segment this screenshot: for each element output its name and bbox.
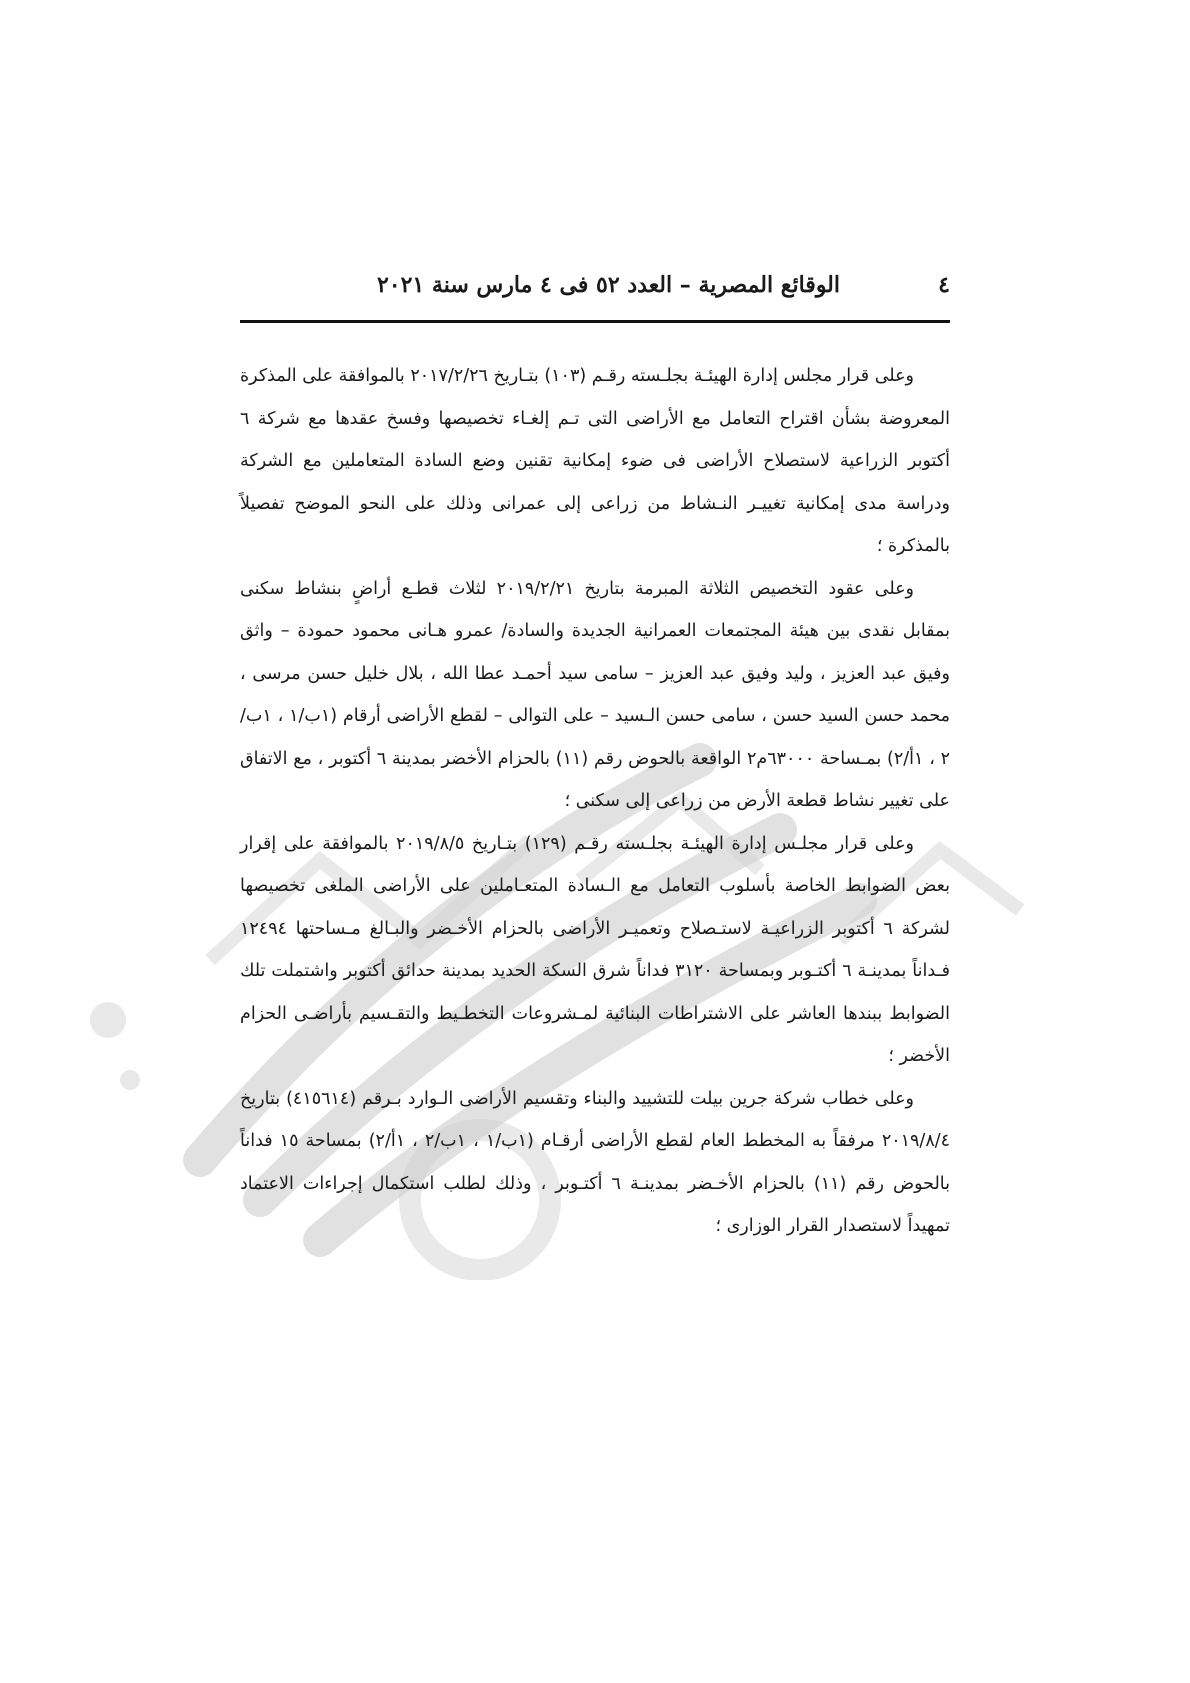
paragraph-decision-103: وعلى قرار مجلس إدارة الهيئـة بجلـسته رقـم (١٠٣) بتـاريخ ٢٠١٧/٢/٢٦ بالموافقة على المذكرة المعروضة بشأن اقتراح التعامل مع الأراضى التى تـم إلغـاء تخصيصها وفسخ عقدها مع شركة ٦ أكتوبر الزراعية لاستصلاح الأراضى فى ضوء إمكانية تقنين وضع السادة المتعاملين مع الشركة ودراسة مدى إمكانية تغييـر النـشاط من زراعى إلى عمرانى وذلك على النحو الموضح تفصيلاً بالمذكرة ؛: [240, 366, 950, 556]
paragraph-allocation-contracts: وعلى عقود التخصيص الثلاثة المبرمة بتاريخ ٢٠١٩/٢/٢١ لثلاث قطـع أراضٍ بنشاط سكنى بمقابل نقدى بين هيئة المجتمعات العمرانية الجديدة والسادة/ عمرو هـانى محمود حمودة – واثق وفيق عبد العزيز ، وليد وفيق عبد العزيز – سامى سيد أحمـد عطا الله ، بلال خليل حسن مرسى ، محمد حسن السيد حسن ، سامى حسن الـسيد – على التوالى – لقطع الأراضى أرقام (١ب/١ ، ١ب/٢ ، ١أ/٢) بمـساحة ٦٣٠٠٠م٢ الواقعة بالحوض رقم (١١) بالحزام الأخضر بمدينة ٦ أكتوبر ، مع الاتفاق على تغيير نشاط قطعة الأرض من زراعى إلى سكنى ؛: [240, 578, 951, 811]
paragraph-green-belt-letter: وعلى خطاب شركة جرين بيلت للتشييد والبناء وتقسيم الأراضى الـوارد بـرقم (٤١٥٦١٤) بتاريخ ٢٠١٩/٨/٤ مرفقاً به المخطط العام لقطع الأراضى أرقـام (١ب/١ ، ١ب/٢ ، ١أ/٢) بمساحة ١٥ فداناً بالحوض رقم (١١) بالحزام الأخـضر بمدينـة ٦ أكتـوبر ، وذلك لطلب استكمال إجراءات الاعتماد تمهيداً لاستصدار القرار الوزارى ؛: [240, 1088, 951, 1236]
header-divider: [240, 320, 950, 323]
page-header: [240, 270, 950, 314]
document-body: [240, 355, 950, 1248]
page-number: ٤: [938, 272, 950, 298]
paragraph-decision-129: وعلى قرار مجلـس إدارة الهيئـة بجلـسته رقـم (١٢٩) بتـاريخ ٢٠١٩/٨/٥ بالموافقة على إقرار بعض الضوابط الخاصة بأسلوب التعامل مع الـسادة المتعـاملين على الأراضى الملغى تخصيصها لشركة ٦ أكتوبر الزراعيـة لاستـصلاح وتعميـر الأراضى بالحزام الأخـضر والبـالغ مـساحتها ١٢٤٩٤ فـداناً بمدينـة ٦ أكتـوبر وبمساحة ٣١٢٠ فداناً شرق السكة الحديد بمدينة حدائق أكتوبر واشتملت تلك الضوابط ببندها العاشر على الاشتراطات البنائية لمـشروعات التخطـيط والتقـسيم بأراضـى الحزام الأخضر ؛: [240, 833, 950, 1066]
gazette-title: الوقائع المصرية – العدد ٥٢ فى ٤ مارس سنة ٢٠٢١: [376, 272, 840, 298]
